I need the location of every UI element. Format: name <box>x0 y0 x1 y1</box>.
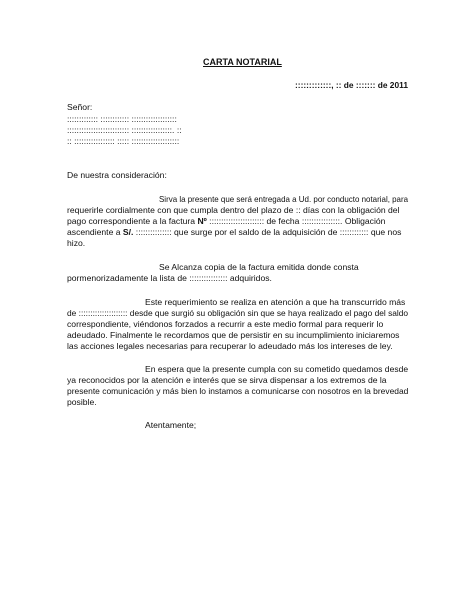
paragraph-4-line-2: ya reconocidos por la atención e interés que se sirva dispensar a los extremos de la <box>67 375 387 385</box>
recipient-line-2: :::::::::::::::::::::::::: :::::::::::::::::. :: <box>67 125 182 135</box>
paragraph-3-line-3: correspondiente, viéndonos forzados a recurrir a este medio formal para requerir lo <box>67 319 384 329</box>
recipient-line-3: :: ::::::::::::::::: ::::: :::::::::::::::::::: <box>67 136 180 146</box>
paragraph-2-line-1: Se Alcanza copia de la factura emitida donde consta <box>159 262 359 272</box>
paragraph-1-line-5: hizo. <box>67 238 86 248</box>
paragraph-1-line-1: Sirva la presente que será entregada a Ud. por conducto notarial, para <box>159 194 409 204</box>
date-line: :::::::::::::, :: de ::::::: de 2011 <box>295 80 408 90</box>
invoice-number-label: Nº <box>197 216 207 226</box>
paragraph-1-line-3: pago correspondiente a la factura Nº ::::::::::::::::::::::: de fecha ::::::::::::::::. Obligación <box>67 216 386 226</box>
currency-label: S/. <box>122 227 134 237</box>
paragraph-4-line-4: posible. <box>67 397 97 407</box>
closing: Atentamente; <box>145 420 197 430</box>
paragraph-2-line-2: pormenorizadamente la lista de :::::::::::::::: adquiridos. <box>67 273 272 283</box>
paragraph-1-line-2: requerirle cordialmente con que cumpla dentro del plazo de :: días con la obligación del <box>67 205 400 215</box>
paragraph-3-line-4: adeudado. Finalmente le recordamos que de persistir en su incumplimiento iniciaremos <box>67 330 400 340</box>
recipient-salutation: Señor: <box>67 102 93 112</box>
paragraph-4-line-3: presente comunicación y más bien lo instamos a comunicarse con nosotros en la brevedad <box>67 386 409 396</box>
paragraph-4-line-1: En espera que la presente cumpla con su cometido quedamos desde <box>145 364 409 374</box>
paragraph-3-line-5: las acciones legales necesarias para recuperar lo adeudado más los intereses de ley. <box>67 341 393 351</box>
greeting: De nuestra consideración: <box>67 170 167 180</box>
recipient-line-1: ::::::::::::: :::::::::::: ::::::::::::::::::: <box>67 114 177 124</box>
paragraph-3-line-2: de ::::::::::::::::::::: desde que surgió su obligación sin que se haya realizado el pago del saldo <box>67 308 409 318</box>
document-title: CARTA NOTARIAL <box>203 57 282 67</box>
paragraph-1-line-4: ascendiente a S/. ::::::::::::::: que surge por el saldo de la adquisición de :::::::::::: que nos <box>67 227 402 237</box>
paragraph-3-line-1: Este requerimiento se realiza en atención a que ha transcurrido más <box>145 297 406 307</box>
